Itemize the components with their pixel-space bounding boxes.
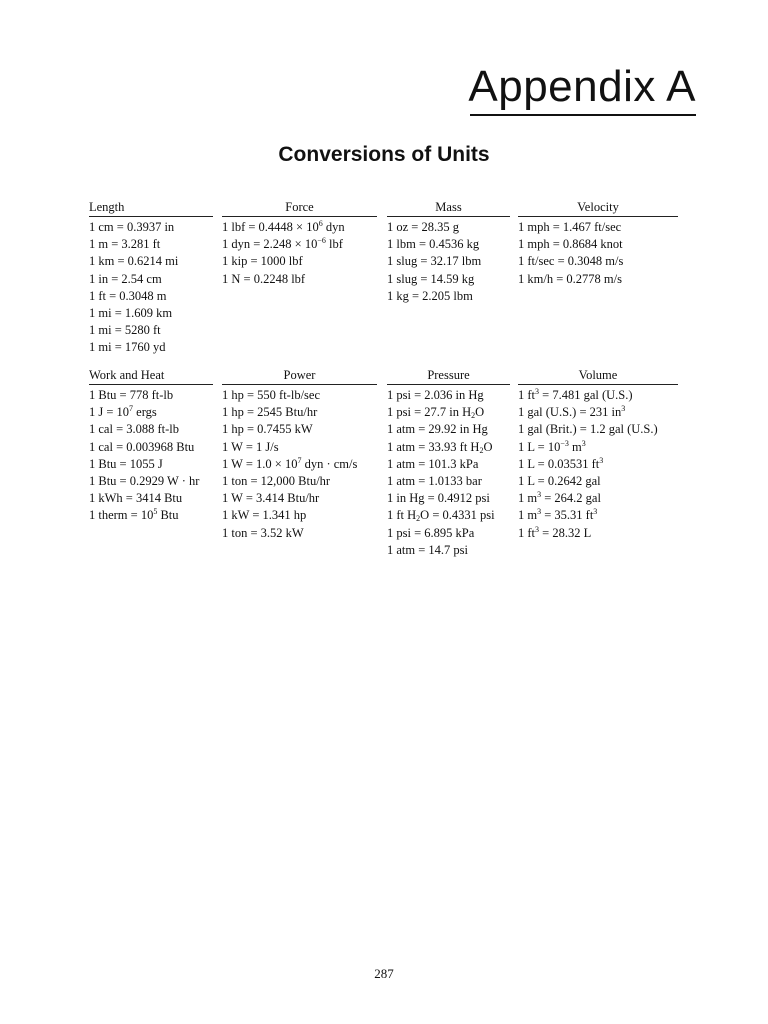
conversion-row: 1 atm = 29.92 in Hg	[387, 422, 488, 437]
conversion-row: 1 km/h = 0.2778 m/s	[518, 271, 622, 286]
conversion-row: 1 kW = 1.341 hp	[222, 508, 307, 523]
appendix-title: Appendix A	[468, 62, 696, 111]
conversion-column	[387, 367, 510, 559]
conversion-row: 1 psi = 2.036 in Hg	[387, 388, 484, 402]
conversion-row: 1 oz = 28.35 g	[387, 220, 459, 234]
conversion-row: 1 atm = 101.3 kPa	[387, 456, 479, 471]
conversion-row: 1 N = 0.2248 lbf	[222, 271, 306, 286]
conversion-row: 1 psi = 27.7 in $H_2O$	[387, 405, 485, 421]
conversion-row: 1 cal = 3.088 ft-lb	[89, 422, 180, 437]
conversion-row: 1 kip = 1000 lbf	[222, 254, 303, 269]
conversion-row: 1 mph = 0.8684 knot	[518, 237, 623, 252]
conversion-row: 1 $ft^3 = 7.481$ gal (U.S.)	[518, 387, 633, 402]
conversion-row: 1 ton = 12,000 Btu/hr	[222, 474, 331, 489]
conversion-row: 1 atm = 1.0133 bar	[387, 474, 482, 489]
conversion-row: 1 $W = 1.0 \times 10^7$ dyn · cm/s	[222, 455, 358, 471]
conversion-row: 1 m = 3.281 ft	[89, 237, 161, 252]
conversion-row: 1 gal (Brit.) = 1.2 gal (U.S.)	[518, 422, 658, 437]
section-title: Conversions of Units	[278, 143, 490, 166]
page-number: 287	[374, 966, 394, 981]
conversion-row: 1 Btu = 0.2929 W · hr	[89, 474, 200, 489]
conversion-column	[89, 199, 213, 357]
conversion-row: 1 mph = 1.467 ft/sec	[518, 220, 622, 234]
conversion-row: 1 ft/sec = 0.3048 m/s	[518, 254, 624, 269]
conversion-row: 1 km = 0.6214 mi	[89, 254, 179, 269]
conversion-column	[222, 367, 377, 542]
column-heading: Velocity	[518, 199, 678, 217]
conversion-row: 1 ft = 0.3048 m	[89, 288, 167, 303]
conversion-row: 1 in = 2.54 cm	[89, 271, 162, 286]
conversion-row: 1 ton = 3.52 kW	[222, 525, 304, 540]
conversion-row: 1 Btu = 778 ft-lb	[89, 388, 174, 402]
conversion-row: 1 dyn = $2.248 \times 10^{-6}$ lbf	[222, 236, 343, 252]
conversion-row: 1 $J = 10^7$ ergs	[89, 404, 157, 420]
column-heading: Work and Heat	[89, 367, 213, 385]
conversion-column	[387, 199, 510, 305]
conversion-row: 1 mi = 1.609 km	[89, 306, 173, 321]
conversion-row: 1 atm = 14.7 psi	[387, 542, 469, 557]
conversion-row: 1 hp = 0.7455 kW	[222, 422, 313, 437]
conversion-row: 1 lbm = 0.4536 kg	[387, 237, 480, 252]
conversion-row: 1 kWh = 3414 Btu	[89, 491, 183, 506]
conversion-row: 1 $m^3 = 35.31$ $ft^3$	[518, 507, 598, 523]
conversion-row: 1 mi = 1760 yd	[89, 340, 166, 355]
conversion-row: 1 L = 0.03531 $ft^3$	[518, 455, 604, 471]
conversion-row: 1 atm = 33.93 ft $H_2O$	[387, 439, 493, 455]
conversion-row: 1 hp = 550 ft-lb/sec	[222, 388, 321, 402]
conversion-row: 1 psi = 6.895 kPa	[387, 525, 475, 540]
conversion-row: 1 hp = 2545 Btu/hr	[222, 405, 318, 420]
conversion-row: 1 cal = 0.003968 Btu	[89, 439, 195, 454]
conversion-row: 1 W = 3.414 Btu/hr	[222, 491, 320, 506]
column-heading: Length	[89, 199, 213, 217]
conversion-column	[518, 199, 678, 288]
conversion-row: 1 cm = 0.3937 in	[89, 220, 175, 234]
conversion-row: 1 mi = 5280 ft	[89, 323, 161, 338]
column-heading: Power	[222, 367, 377, 385]
conversion-row: 1 slug = 32.17 lbm	[387, 254, 482, 269]
conversion-row: 1 lbf = $0.4448 \times 10^6$ dyn	[222, 219, 345, 234]
conversion-row: 1 L = 0.2642 gal	[518, 474, 601, 489]
conversion-row: 1 Btu = 1055 J	[89, 456, 163, 471]
conversion-row: 1 $ft^3 = 28.32$ L	[518, 524, 592, 540]
conversion-row: 1 ft $H_2O = 0.4331$ psi	[387, 508, 495, 524]
conversion-column	[518, 367, 678, 542]
column-heading: Volume	[518, 367, 678, 385]
conversion-column	[222, 199, 377, 288]
conversion-row: 1 W = 1 J/s	[222, 439, 279, 454]
column-heading: Force	[222, 199, 377, 217]
conversion-row: 1 slug = 14.59 kg	[387, 271, 475, 286]
conversion-row: 1 therm = $10^5$ Btu	[89, 507, 179, 523]
conversion-row: 1 $L = 10^{-3}$ $m^3$	[518, 438, 586, 454]
column-heading: Mass	[387, 199, 510, 217]
column-heading: Pressure	[387, 367, 510, 385]
conversion-column	[89, 367, 213, 525]
conversion-row: 1 kg = 2.205 lbm	[387, 288, 473, 303]
title-rule	[470, 114, 696, 116]
conversion-row: 1 $m^3 = 264.2$ gal	[518, 490, 601, 506]
conversion-row: 1 gal (U.S.) = 231 $in^3$	[518, 404, 626, 420]
conversion-row: 1 in Hg = 0.4912 psi	[387, 491, 490, 506]
